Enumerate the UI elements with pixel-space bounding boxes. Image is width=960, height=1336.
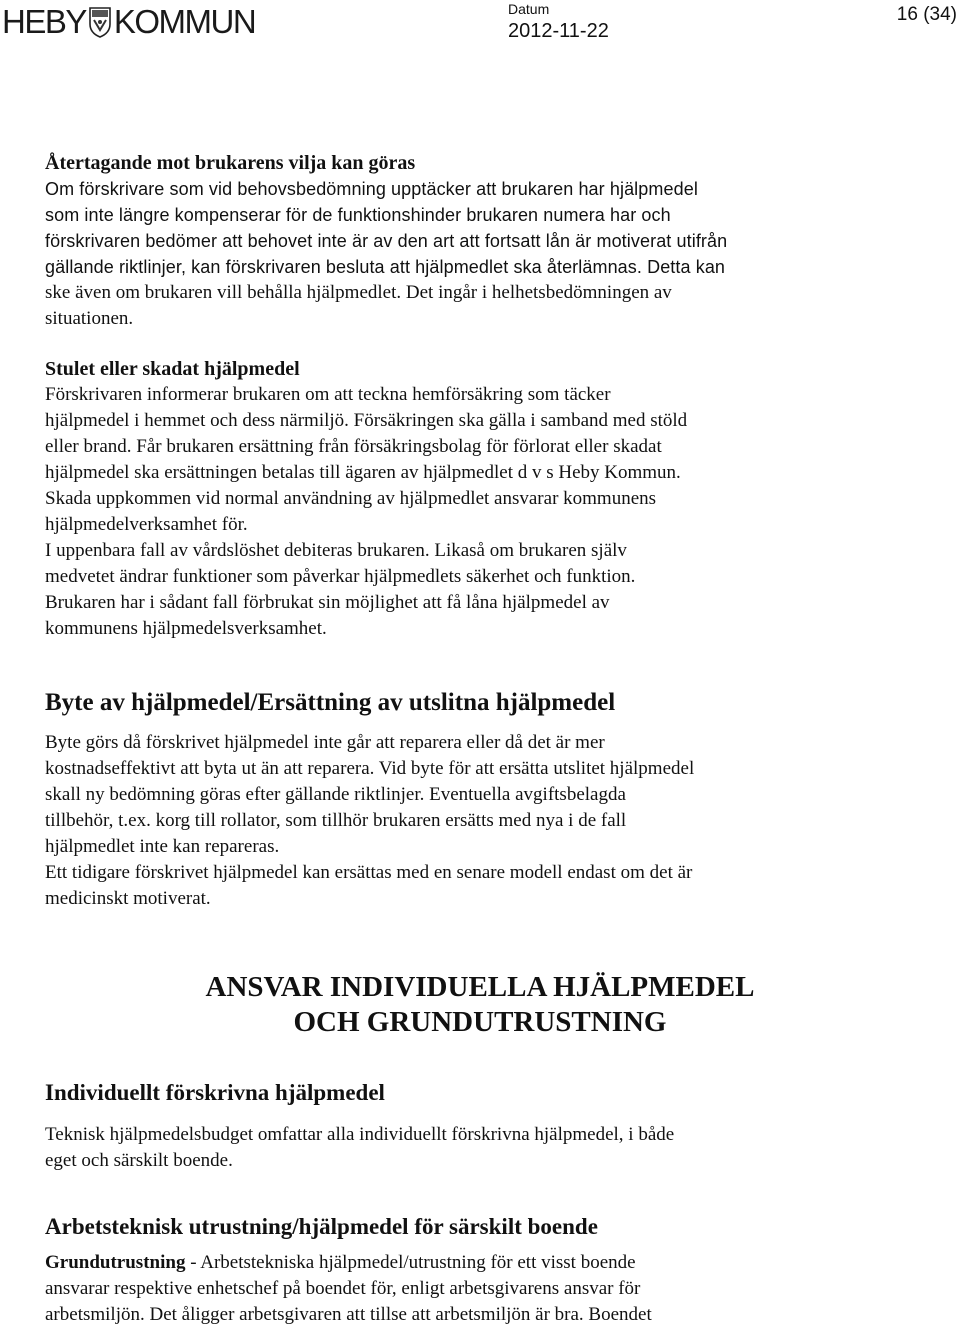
text-line: situationen. [45, 308, 134, 329]
text-line: hjälpmedelverksamhet för. [45, 514, 248, 535]
section-individual [45, 1078, 940, 1174]
text-line: I uppenbara fall av vårdslöshet debiteras brukaren. Likaså om brukaren själv [45, 540, 627, 561]
text-line: hjälpmedel ska ersättningen betalas till ägaren av hjälpmedlet d v s Heby Kommun. [45, 462, 681, 483]
section-retrieval [45, 150, 940, 332]
text-line: hjälpmedel i hemmet och dess närmiljö. Försäkringen ska gälla i samband med stöld [45, 410, 688, 431]
text-line: Byte görs då förskrivet hjälpmedel inte går att reparera eller då det är mer [45, 732, 605, 753]
section-replacement [45, 688, 940, 912]
text-line: skall ny bedömning göras efter gällande riktlinjer. Eventuella avgiftsbelagda [45, 784, 626, 805]
text-line [45, 1250, 940, 1276]
section-heading: Återtagande mot brukarens vilja kan göras [45, 152, 416, 174]
text-line: Ett tidigare förskrivet hjälpmedel kan ersättas med en senare modell endast om det är [45, 862, 693, 883]
text-line: kommunens hjälpmedelsverksamhet. [45, 618, 327, 639]
chapter-heading [45, 970, 940, 1040]
text-line: kostnadseffektivt att byta ut än att reparera. Vid byte för att ersätta utslitet hjälpmedel [45, 758, 695, 779]
text-line: Brukaren har i sådant fall förbrukat sin möjlighet att få låna hjälpmedel av [45, 592, 610, 613]
text-line: Skada uppkommen vid normal användning av hjälpmedlet ansvarar kommunens [45, 488, 657, 509]
text-line: gällande riktlinjer, kan förskrivaren besluta att hjälpmedlet ska återlämnas. Detta kan [45, 257, 726, 277]
text-line: ansvarar respektive enhetschef på boendet för, enligt arbetsgivarens ansvar för [45, 1278, 641, 1299]
logo-text-heby: HEBY [2, 3, 86, 40]
text-line: Om förskrivare som vid behovsbedömning upptäcker att brukaren har hjälpmedel [45, 179, 698, 199]
term-grundutrustning: Grundutrustning [45, 1252, 186, 1273]
section-heading: Arbetsteknisk utrustning/hjälpmedel för särskilt boende [45, 1214, 598, 1239]
page-number: 16 (34) [896, 4, 957, 25]
text-line: ske även om brukaren vill behålla hjälpmedlet. Det ingår i helhetsbedömningen av [45, 282, 672, 303]
text-line: arbetsmiljön. Det åligger arbetsgivaren att tillse att arbetsmiljön är bra. Boendet [45, 1304, 652, 1325]
text-fragment: - Arbetstekniska hjälpmedel/utrustning för ett visst boende [185, 1252, 636, 1273]
section-stolen-damaged [45, 356, 940, 642]
chapter-title-line: ANSVAR INDIVIDUELLA HJÄLPMEDEL [205, 971, 755, 1003]
text-line: Förskrivaren informerar brukaren om att teckna hemförsäkring som täcker [45, 384, 611, 405]
section-heading: Stulet eller skadat hjälpmedel [45, 358, 300, 380]
coat-of-arms-icon [89, 6, 111, 38]
page-header [0, 0, 960, 50]
chapter-title-line: OCH GRUNDUTRUSTNING [293, 1006, 667, 1038]
text-line: medicinskt motiverat. [45, 888, 211, 909]
text-line: medvetet ändrar funktioner som påverkar hjälpmedlets säkerhet och funktion. [45, 566, 636, 587]
text-line: tillbehör, t.ex. korg till rollator, som tillhör brukaren ersätts med nya i de fall [45, 810, 627, 831]
text-line: förskrivaren bedömer att behovet inte är av den art att fortsatt lån är motiverat utifrån [45, 231, 728, 251]
document-body [45, 150, 940, 1328]
text-line: hjälpmedlet inte kan repareras. [45, 836, 280, 857]
text-line: Teknisk hjälpmedelsbudget omfattar alla individuellt förskrivna hjälpmedel, i både [45, 1124, 675, 1145]
date-value: 2012-11-22 [508, 20, 609, 42]
date-label: Datum [508, 1, 550, 17]
section-workplace-equipment [45, 1212, 940, 1328]
section-heading: Byte av hjälpmedel/Ersättning av utslitna hjälpmedel [45, 689, 616, 716]
section-heading: Individuellt förskrivna hjälpmedel [45, 1080, 385, 1105]
heby-kommun-logo [2, 2, 255, 42]
text-line: eget och särskilt boende. [45, 1150, 233, 1171]
text-line: som inte längre kompenserar för de funktionshinder brukaren numera har och [45, 205, 671, 225]
text-line: eller brand. Får brukaren ersättning från försäkringsbolag för förlorat eller skadat [45, 436, 662, 457]
logo-text-kommun: KOMMUN [113, 3, 256, 40]
